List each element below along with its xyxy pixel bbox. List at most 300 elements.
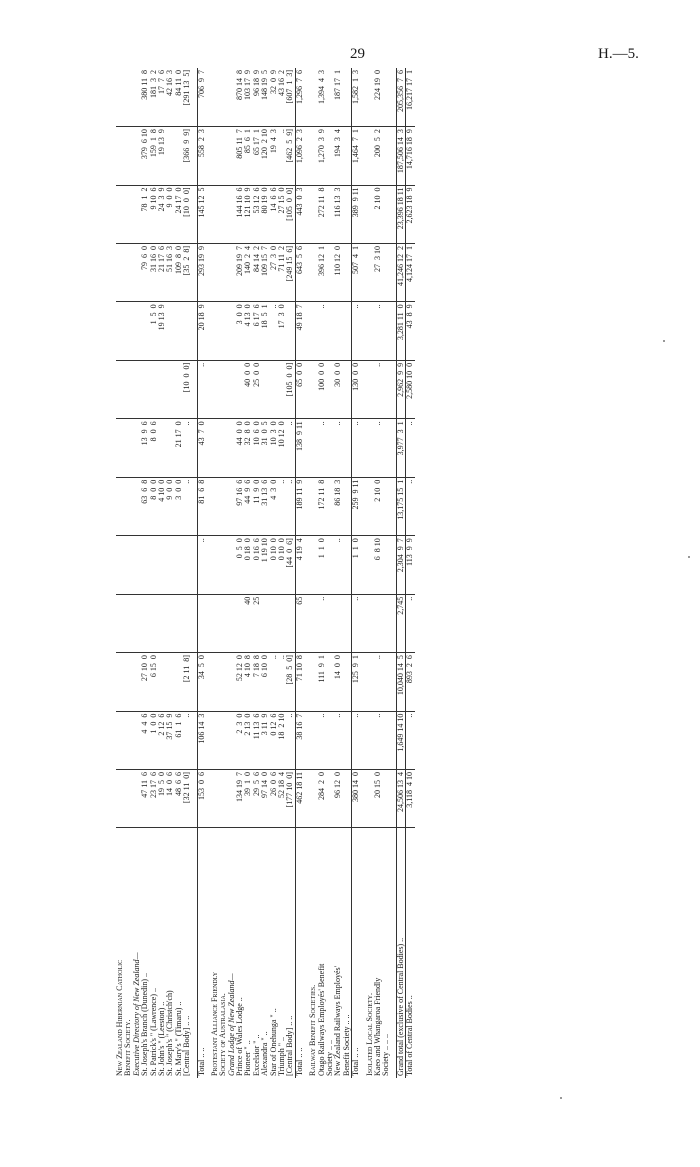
table-cell: 11 9 0 bbox=[253, 477, 261, 535]
table-cell: 148 19 5 bbox=[261, 68, 269, 127]
table-cell: 30 0 0 bbox=[334, 360, 342, 418]
section-code: H.—5. bbox=[598, 46, 639, 62]
table-cell: 181 3 2 bbox=[150, 68, 158, 127]
table-cell: 396 12 1 bbox=[318, 243, 326, 301]
table-cell: 125 9 1 bbox=[352, 653, 361, 711]
table-cell bbox=[158, 360, 166, 418]
table-cell: 4 10 8 bbox=[244, 653, 252, 711]
table-cell bbox=[124, 770, 132, 828]
total-row bbox=[352, 68, 361, 1078]
table-cell: 27 3 10 bbox=[374, 243, 382, 301]
table-cell: 9 0 0 bbox=[166, 477, 174, 535]
table-cell: [249 15 6] bbox=[286, 243, 295, 301]
table-cell bbox=[116, 243, 124, 301]
table-cell bbox=[116, 419, 124, 477]
table-cell bbox=[228, 594, 236, 652]
table-cell: 19 5 0 bbox=[158, 770, 166, 828]
table-cell bbox=[366, 594, 374, 652]
table-cell: 109 15 7 bbox=[261, 243, 269, 301]
table-cell: 3,118 4 10 bbox=[406, 770, 415, 828]
table-row bbox=[309, 68, 317, 1078]
table-cell: [366 9 9] bbox=[183, 127, 191, 185]
row-label: Railway Benefit Societies. bbox=[308, 984, 318, 1076]
table-cell bbox=[382, 127, 390, 185]
table-cell: 4 13 0 bbox=[244, 302, 252, 360]
table-cell: 6 8 10 bbox=[374, 536, 382, 594]
table-cell: 9 0 0 bbox=[166, 185, 174, 243]
table-cell: [10 0 0] bbox=[183, 360, 191, 418]
table-cell bbox=[124, 360, 132, 418]
row-label: New Zealand Hibernian Catholic bbox=[115, 959, 124, 1076]
table-cell bbox=[124, 243, 132, 301]
table-cell: 8 0 0 bbox=[150, 477, 158, 535]
table-cell bbox=[270, 360, 278, 418]
table-row bbox=[286, 68, 295, 1078]
table-cell bbox=[166, 302, 174, 360]
table-cell: 2,623 18 9 bbox=[406, 185, 415, 243]
table-cell: .. bbox=[183, 477, 191, 535]
table-row bbox=[318, 68, 326, 1078]
table-cell: [291 13 5] bbox=[183, 68, 191, 127]
table-cell bbox=[278, 594, 286, 652]
table-cell: [462 5 9] bbox=[286, 127, 295, 185]
table-cell: .. bbox=[278, 653, 286, 711]
table-cell: 38 16 7 bbox=[295, 711, 304, 769]
table-cell bbox=[326, 419, 334, 477]
table-cell bbox=[374, 594, 382, 652]
table-cell: 7 18 8 bbox=[253, 653, 261, 711]
table-cell bbox=[124, 653, 132, 711]
table-cell: 25 0 0 bbox=[253, 360, 261, 418]
table-cell: 4 10 0 bbox=[158, 477, 166, 535]
table-cell bbox=[133, 302, 141, 360]
rotated-table-area bbox=[116, 68, 690, 1078]
table-cell: 10,040 14 5 bbox=[396, 653, 405, 711]
table-cell: 4 3 0 bbox=[270, 477, 278, 535]
table-row bbox=[334, 68, 342, 1078]
table-cell: [607 1 3] bbox=[286, 68, 295, 127]
row-label: Grand total (exclusive of Central Bodies) .. bbox=[396, 828, 405, 1078]
table-cell: 39 1 0 bbox=[244, 770, 252, 828]
row-label: Benefit Society. bbox=[123, 1019, 133, 1076]
table-cell bbox=[211, 477, 219, 535]
table-cell: 10 12 0 bbox=[278, 419, 286, 477]
table-cell bbox=[309, 594, 317, 652]
table-cell: 172 11 8 bbox=[318, 477, 326, 535]
table-cell: 3,977 3 1 bbox=[396, 419, 405, 477]
table-cell: 259 9 11 bbox=[352, 477, 361, 535]
table-cell: 153 0 6 bbox=[197, 770, 206, 828]
table-cell: 71 11 2 bbox=[278, 243, 286, 301]
table-cell: 43 7 0 bbox=[197, 419, 206, 477]
speck bbox=[688, 556, 690, 558]
table-cell bbox=[124, 302, 132, 360]
table-cell: 84 14 2 bbox=[253, 243, 261, 301]
table-cell bbox=[228, 360, 236, 418]
table-cell: 44 9 6 bbox=[244, 477, 252, 535]
table-cell: [105 0 0] bbox=[286, 185, 295, 243]
table-cell: .. bbox=[334, 419, 342, 477]
table-cell: 1,394 4 3 bbox=[318, 68, 326, 127]
table-cell: 49 18 7 bbox=[295, 302, 304, 360]
table-cell bbox=[211, 185, 219, 243]
table-cell bbox=[133, 536, 141, 594]
table-cell: 145 12 5 bbox=[197, 185, 206, 243]
table-cell bbox=[150, 360, 158, 418]
table-cell bbox=[211, 419, 219, 477]
table-cell: 805 11 7 bbox=[236, 127, 244, 185]
table-cell: 1,296 7 6 bbox=[295, 68, 304, 127]
table-cell bbox=[382, 594, 390, 652]
row-label: St. Joseph's " (Christch'ch) bbox=[165, 990, 175, 1076]
table-cell: [28 5 0] bbox=[286, 653, 295, 711]
table-cell: 52 12 0 bbox=[236, 653, 244, 711]
total-row bbox=[295, 68, 304, 1078]
table-cell: 27 10 0 bbox=[141, 653, 149, 711]
table-cell: 13,175 15 1 bbox=[396, 477, 405, 535]
table-cell bbox=[175, 594, 183, 652]
table-cell bbox=[211, 711, 219, 769]
table-cell bbox=[219, 536, 227, 594]
table-cell: 189 11 9 bbox=[295, 477, 304, 535]
table-cell: 643 5 6 bbox=[295, 243, 304, 301]
table-cell bbox=[150, 536, 158, 594]
table-cell: 27 3 0 bbox=[270, 243, 278, 301]
table-cell: 18 5 1 bbox=[261, 302, 269, 360]
table-cell: 6 15 0 bbox=[150, 653, 158, 711]
table-cell: 2 13 0 bbox=[244, 711, 252, 769]
table-cell: 2,962 9 9 bbox=[396, 360, 405, 418]
table-cell: 1 0 0 bbox=[150, 711, 158, 769]
table-cell bbox=[124, 68, 132, 127]
table-cell: 1,270 3 9 bbox=[318, 127, 326, 185]
table-cell bbox=[366, 653, 374, 711]
table-cell: 893 2 6 bbox=[406, 653, 415, 711]
table-cell: .. bbox=[374, 302, 382, 360]
table-cell bbox=[219, 68, 227, 127]
table-cell bbox=[124, 594, 132, 652]
table-cell: 16,217 17 1 bbox=[406, 68, 415, 127]
table-cell: 85 6 1 bbox=[244, 127, 252, 185]
table-cell: 1,096 2 3 bbox=[295, 127, 304, 185]
row-label: Total of Central Bodies .. bbox=[406, 828, 415, 1078]
row-label: Prince of Wales Lodge .. bbox=[235, 997, 245, 1076]
table-cell bbox=[116, 360, 124, 418]
table-cell bbox=[309, 419, 317, 477]
table-cell: .. bbox=[286, 477, 295, 535]
table-cell bbox=[116, 711, 124, 769]
row-label: Excelsior " .. bbox=[251, 1034, 261, 1076]
table-cell: 31 16 0 bbox=[150, 243, 158, 301]
table-cell: 3 11 9 bbox=[261, 711, 269, 769]
table-cell bbox=[124, 127, 132, 185]
table-cell: [44 0 6] bbox=[286, 536, 295, 594]
table-cell bbox=[219, 653, 227, 711]
table-cell: 0 12 6 bbox=[270, 711, 278, 769]
table-row bbox=[158, 68, 166, 1078]
table-cell: .. bbox=[278, 127, 286, 185]
table-row bbox=[228, 68, 236, 1078]
table-cell bbox=[343, 302, 352, 360]
table-cell bbox=[211, 243, 219, 301]
table-cell: 1 19 10 bbox=[261, 536, 269, 594]
table-row bbox=[133, 68, 141, 1078]
table-row bbox=[270, 68, 278, 1078]
table-cell bbox=[334, 302, 342, 360]
table-cell bbox=[141, 536, 149, 594]
table-cell bbox=[326, 711, 334, 769]
table-cell: 0 16 6 bbox=[253, 536, 261, 594]
table-cell: 31 13 6 bbox=[261, 477, 269, 535]
table-cell: 25 bbox=[253, 594, 261, 652]
row-label: Grand Lodge of New Zealand— bbox=[226, 973, 236, 1076]
table-cell bbox=[166, 360, 174, 418]
table-cell: .. bbox=[406, 711, 415, 769]
table-cell: 21 17 0 bbox=[175, 419, 183, 477]
table-row bbox=[175, 68, 183, 1078]
row-label: St. Joseph's Branch (Dunedin) .. bbox=[140, 973, 150, 1076]
table-cell: 18 2 10 bbox=[278, 711, 286, 769]
table-cell bbox=[382, 360, 390, 418]
table-cell bbox=[158, 594, 166, 652]
table-cell: [10 0 0] bbox=[183, 185, 191, 243]
table-cell: 14,716 18 9 bbox=[406, 127, 415, 185]
table-cell: 20 18 9 bbox=[197, 302, 206, 360]
table-cell: 138 9 11 bbox=[295, 419, 304, 477]
table-cell: 23 17 6 bbox=[150, 770, 158, 828]
table-cell: 40 bbox=[244, 594, 252, 652]
table-cell: 65 0 0 bbox=[295, 360, 304, 418]
row-label: Pioneer " .. bbox=[243, 1040, 253, 1076]
table-cell: 63 6 8 bbox=[141, 477, 149, 535]
table-cell: 1 1 0 bbox=[318, 536, 326, 594]
table-cell: .. bbox=[270, 653, 278, 711]
table-cell bbox=[261, 594, 269, 652]
table-cell bbox=[197, 594, 206, 652]
table-cell: 194 3 4 bbox=[334, 127, 342, 185]
table-cell: 284 2 0 bbox=[318, 770, 326, 828]
table-cell: 14 0 6 bbox=[166, 770, 174, 828]
table-cell: 443 0 3 bbox=[295, 185, 304, 243]
table-cell bbox=[211, 127, 219, 185]
table-cell: 10 3 0 bbox=[270, 419, 278, 477]
row-label: Triumph " .. bbox=[277, 1037, 287, 1076]
table-cell: 140 2 4 bbox=[244, 243, 252, 301]
table-cell: 4 19 4 bbox=[295, 536, 304, 594]
row-label: Alexandra " .. bbox=[260, 1031, 270, 1076]
table-cell: .. bbox=[318, 302, 326, 360]
table-row bbox=[116, 68, 124, 1078]
table-cell bbox=[183, 536, 191, 594]
table-body bbox=[116, 68, 415, 1078]
table-cell: 43 8 9 bbox=[406, 302, 415, 360]
table-cell: 462 18 11 bbox=[295, 770, 304, 828]
table-cell: 23,396 18 11 bbox=[396, 185, 405, 243]
table-row bbox=[343, 68, 352, 1078]
table-cell: 27 15 0 bbox=[278, 185, 286, 243]
table-cell: 78 1 2 bbox=[141, 185, 149, 243]
table-cell: 52 18 4 bbox=[278, 770, 286, 828]
table-cell: 209 19 7 bbox=[236, 243, 244, 301]
table-cell: .. bbox=[318, 419, 326, 477]
table-cell: 21 17 6 bbox=[158, 243, 166, 301]
table-cell: 110 12 0 bbox=[334, 243, 342, 301]
table-cell bbox=[366, 711, 374, 769]
table-cell: 19 13 9 bbox=[158, 127, 166, 185]
page-number: 29 bbox=[350, 46, 365, 62]
table-cell: 96 12 0 bbox=[334, 770, 342, 828]
table-cell: 96 18 9 bbox=[253, 68, 261, 127]
table-cell: [35 2 8] bbox=[183, 243, 191, 301]
table-cell: 84 11 0 bbox=[175, 68, 183, 127]
table-row bbox=[261, 68, 269, 1078]
table-cell: .. bbox=[406, 419, 415, 477]
table-cell: 130 0 0 bbox=[352, 360, 361, 418]
table-cell bbox=[166, 594, 174, 652]
table-row bbox=[150, 68, 158, 1078]
table-cell bbox=[175, 536, 183, 594]
table-cell: 8 0 6 bbox=[150, 419, 158, 477]
table-cell bbox=[219, 185, 227, 243]
table-row bbox=[236, 68, 244, 1078]
table-cell bbox=[309, 302, 317, 360]
table-cell: 20 15 0 bbox=[374, 770, 382, 828]
table-cell: 380 11 8 bbox=[141, 68, 149, 127]
table-cell: 32 0 9 bbox=[270, 68, 278, 127]
table-cell: .. bbox=[352, 594, 361, 652]
row-label: St. Mary's " (Timaru) .. bbox=[173, 1001, 183, 1076]
table-cell bbox=[166, 127, 174, 185]
table-cell: 1 5 0 bbox=[150, 302, 158, 360]
table-cell: 14 0 0 bbox=[334, 653, 342, 711]
row-label: Society of Australasia. bbox=[218, 993, 228, 1076]
table-cell: 120 2 10 bbox=[261, 127, 269, 185]
table-cell: 6 10 0 bbox=[261, 653, 269, 711]
table-row bbox=[382, 68, 390, 1078]
table-cell: 1,649 14 10 bbox=[396, 711, 405, 769]
table-cell bbox=[116, 68, 124, 127]
table-cell: 2 10 0 bbox=[374, 185, 382, 243]
table-cell bbox=[116, 127, 124, 185]
row-label: Total .. .. bbox=[295, 828, 304, 1078]
table-cell: .. bbox=[374, 653, 382, 711]
table-cell: 11 13 6 bbox=[253, 711, 261, 769]
table-cell: 870 14 8 bbox=[236, 68, 244, 127]
table-cell bbox=[116, 594, 124, 652]
table-cell: 224 19 0 bbox=[374, 68, 382, 127]
table-cell bbox=[166, 536, 174, 594]
table-row bbox=[326, 68, 334, 1078]
table-cell: .. bbox=[374, 711, 382, 769]
table-cell bbox=[116, 536, 124, 594]
table-cell: 389 9 11 bbox=[352, 185, 361, 243]
table-cell: 2 12 6 bbox=[158, 711, 166, 769]
row-label: Society .. .. bbox=[324, 1040, 334, 1076]
table-cell: 3 0 0 bbox=[175, 477, 183, 535]
table-cell: 65 bbox=[295, 594, 304, 652]
table-cell bbox=[175, 302, 183, 360]
table-row bbox=[141, 68, 149, 1078]
table-cell: 1 1 0 bbox=[352, 536, 361, 594]
table-cell: 10 6 0 bbox=[253, 419, 261, 477]
table-cell bbox=[366, 419, 374, 477]
table-cell: 9 10 6 bbox=[150, 185, 158, 243]
table-cell: .. bbox=[318, 711, 326, 769]
table-cell bbox=[158, 536, 166, 594]
table-cell: .. bbox=[374, 360, 382, 418]
table-cell: .. bbox=[406, 477, 415, 535]
table-cell: 97 16 6 bbox=[236, 477, 244, 535]
table-cell: .. bbox=[352, 302, 361, 360]
table-cell bbox=[116, 653, 124, 711]
table-cell: 380 14 0 bbox=[352, 770, 361, 828]
table-cell: 4 4 6 bbox=[141, 711, 149, 769]
row-label: Executive Directory of New Zealand— bbox=[131, 952, 141, 1076]
table-cell bbox=[116, 770, 124, 828]
table-cell: [177 10 0] bbox=[286, 770, 295, 828]
table-cell: 0 10 0 bbox=[270, 536, 278, 594]
table-cell bbox=[124, 185, 132, 243]
table-cell bbox=[211, 302, 219, 360]
table-cell: 109 8 0 bbox=[175, 243, 183, 301]
table-cell: 200 5 2 bbox=[374, 127, 382, 185]
table-row bbox=[374, 68, 382, 1078]
table-cell bbox=[366, 302, 374, 360]
table-cell: 32 8 0 bbox=[244, 419, 252, 477]
table-cell bbox=[219, 360, 227, 418]
table-cell: .. bbox=[286, 419, 295, 477]
table-cell bbox=[219, 302, 227, 360]
table-cell: 113 9 9 bbox=[406, 536, 415, 594]
table-cell: 14 6 6 bbox=[270, 185, 278, 243]
table-cell bbox=[183, 302, 191, 360]
friendly-societies-table bbox=[116, 68, 415, 1078]
table-cell bbox=[286, 594, 295, 652]
table-cell: 41,246 12 2 bbox=[396, 243, 405, 301]
table-cell: 0 18 0 bbox=[244, 536, 252, 594]
table-cell bbox=[343, 419, 352, 477]
table-cell: 43 16 2 bbox=[278, 68, 286, 127]
table-cell bbox=[116, 302, 124, 360]
table-cell bbox=[211, 536, 219, 594]
table-cell bbox=[183, 594, 191, 652]
table-cell: 111 9 1 bbox=[318, 653, 326, 711]
table-cell bbox=[211, 770, 219, 828]
row-label: Benefit Society .. .. bbox=[341, 1014, 351, 1076]
table-cell bbox=[270, 594, 278, 652]
row-label: Protestant Alliance Friendly bbox=[209, 971, 219, 1076]
table-cell: 121 10 9 bbox=[244, 185, 252, 243]
table-cell bbox=[326, 594, 334, 652]
table-cell: 71 10 8 bbox=[295, 653, 304, 711]
table-cell: 13 9 6 bbox=[141, 419, 149, 477]
table-cell: 100 0 0 bbox=[318, 360, 326, 418]
table-cell bbox=[116, 185, 124, 243]
table-cell: 3,281 11 0 bbox=[396, 302, 405, 360]
table-cell: 48 6 6 bbox=[175, 770, 183, 828]
table-cell bbox=[133, 360, 141, 418]
table-cell: 24 3 9 bbox=[158, 185, 166, 243]
table-cell: 507 4 1 bbox=[352, 243, 361, 301]
table-cell: .. bbox=[183, 711, 191, 769]
table-cell: 47 11 6 bbox=[141, 770, 149, 828]
table-cell: .. bbox=[318, 594, 326, 652]
table-cell: 34 5 0 bbox=[197, 653, 206, 711]
table-cell: .. bbox=[334, 536, 342, 594]
table-cell bbox=[141, 594, 149, 652]
table-cell: 2,745 bbox=[396, 594, 405, 652]
table-cell: [105 0 0] bbox=[286, 360, 295, 418]
